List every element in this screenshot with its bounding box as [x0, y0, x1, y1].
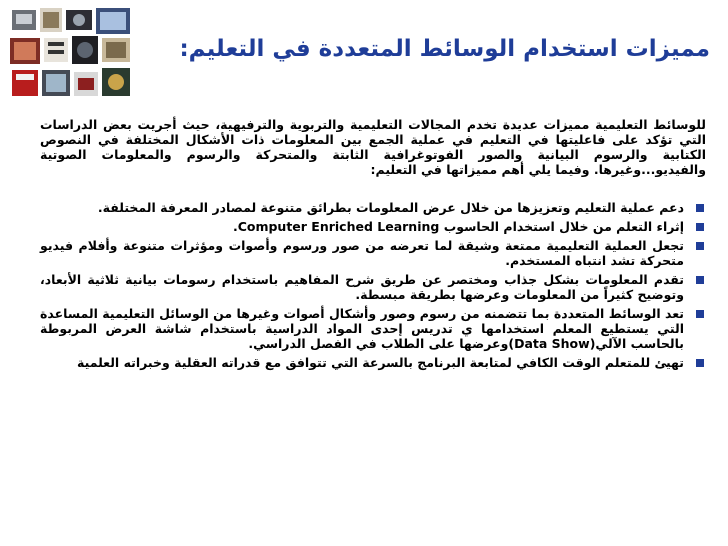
square-bullet-icon — [696, 204, 704, 212]
list-item-text: تقدم المعلومات بشكل جذاب ومختصر عن طريق شرح المفاهيم باستخدام رسومات بيانية ثلاثية الأبعاد، وتوضيح كثيراً من المعلومات وعرضها بطريقة مبسطة. — [40, 272, 684, 302]
list-item-text: دعم عملية التعليم وتعزيزها من خلال عرض المعلومات بطرائق متنوعة لمصادر المعرفة المختلفة. — [97, 200, 684, 215]
list-item — [40, 200, 706, 215]
media-collage-graphic — [10, 8, 132, 98]
intro-paragraph: للوسائط التعليمية مميزات عديدة تخدم المجالات التعليمية والتربوية والترفيهية، حيث أجريت بعض الدراسات التي تؤكد على فاعليتها في التعليم في عملية الجمع بين المعلومات ذات الأشكال المختلفة في النصوص الكتابية والرسوم البيانية والصور الفوتوغرافية الثابتة والمتحركة والرسوم والمعلومات الصوتية والفيديو...وغيرها. وفيما يلي أهم مميزاتها في التعليم: — [40, 116, 706, 177]
square-bullet-icon — [696, 223, 704, 231]
slide-title: مميزات استخدام الوسائط المتعددة في التعليم: — [179, 36, 710, 62]
list-item-text: إثراء التعلم من خلال استخدام الحاسوب Computer Enriched Learning. — [232, 219, 684, 234]
list-item — [40, 219, 706, 234]
features-list — [40, 200, 706, 374]
list-item-text: تعد الوسائط المتعددة بما تتضمنه من رسوم وصور وأشكال أصوات وغيرها من الوسائل التعليمية المساعدة التي يستطيع المعلم استخدامها ي تدريس إحدى المواد الدراسية باستخدام شاشة العرض المربوطة بالحاسب الآلي(Data Show)وعرضها على الطلاب في الفصل الدراسي. — [40, 306, 684, 351]
square-bullet-icon — [696, 310, 704, 318]
list-item — [40, 355, 706, 370]
media-collage-image — [10, 8, 132, 98]
list-item — [40, 238, 706, 268]
list-item — [40, 306, 706, 351]
square-bullet-icon — [696, 242, 704, 250]
list-item-text: تهيئ للمتعلم الوقت الكافي لمتابعة البرنامج بالسرعة التي تتوافق مع قدراته العقلية وخبراته العلمية — [77, 355, 684, 370]
square-bullet-icon — [696, 359, 704, 367]
list-item — [40, 272, 706, 302]
square-bullet-icon — [696, 276, 704, 284]
list-item-text: تجعل العملية التعليمية ممتعة وشيقة لما تعرضه من صور ورسوم وأصوات ومؤثرات متنوعة وأفلام فيديو متحركة تشد انتباه المستخدم. — [40, 238, 684, 268]
